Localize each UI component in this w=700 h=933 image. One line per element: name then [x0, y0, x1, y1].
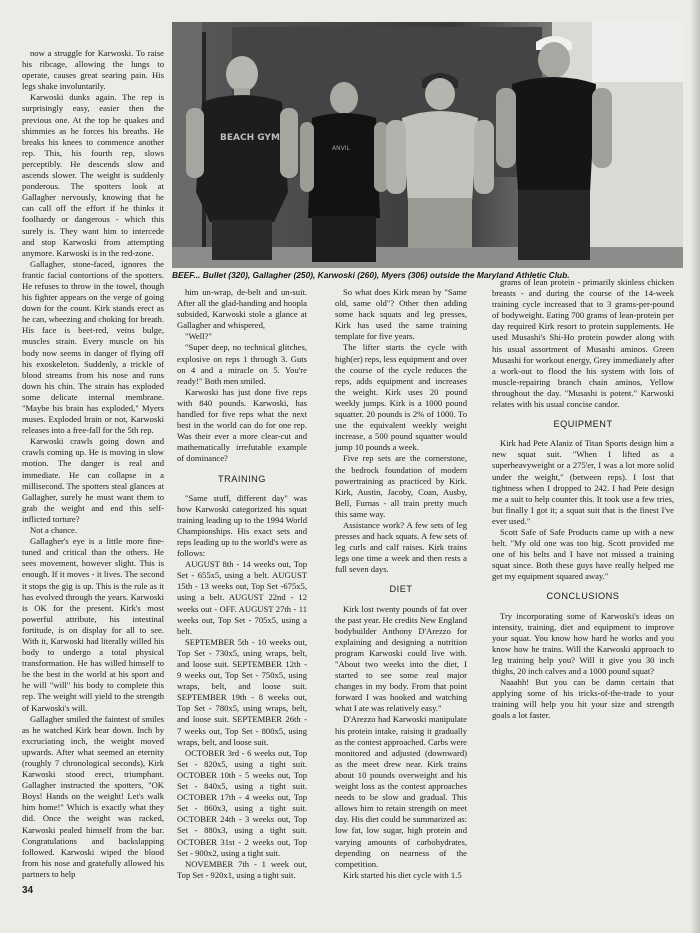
article-paragraph: D'Arezzo had Karwoski manipulate his protein intake, raising it gradually as the contest approached. Carbs were monitored and adjusted (downward) as the meet drew near. Kirk trains about 10 pounds overweight and his weight loss as the contest approaches needs to be slow and gradual. This allows him to retain strength on meet day. His diet could be summarized as: low fat, low sugar, high protein and varying amounts of carbohydrates, depending on nearness of the competition. — [335, 714, 467, 869]
article-paragraph: grams of lean protein - primarily skinless chicken breasts - and during the course of the 14-week training cycle increased that to 3 grams-per-pound of bodyweight. Eating 700 grams of lean-protein per day required Kirk resort to protein supplements. He used Musashi's Shi-Ho protein powder along with his usual assortment of Musashi aminos. Green Musashi for workout energy, Grey immediately after a work-out to flood the his system with lots of muscle-repairing branch chain aminos, Yellow throughout the day. "Musashi is potent." Karwoski relates with his usual concise candor. — [492, 277, 674, 410]
article-paragraph: Kirk started his diet cycle with 1.5 — [343, 869, 462, 880]
article-paragraph: Gallagher smiled the faintest of smiles as he watched Kirk bear down. Inch by excruciating inch, the weight moved upwards. After what seemed an eternity (roughly 7 chronological seconds), Kirk Karwoski stood erect, triumphant. Gallagher instructed the spotters, "OK Boys! Hands on the weight! Let's walk him home!" Which is exactly what they did. Once the weight was racked, Karwoski pealed himself from the bar. Congratulations and backslapping followed. Karwoski wiped the blood from his nose and gratefully allowed his partners to help — [22, 713, 164, 879]
article-paragraph: Gallagher, stone-faced, ignores the frantic facial contortions of the spotters. He refuses to throw in the towel, though his fighter appears on the verge of going down for the count. Kirk stands erect as he can, wheezing and choking for breath. His face is beet-red, veins bulge, muscles strain. Every muscle on his body now seems in danger of flying off his exoskeleton. Suddenly, a trickle of blood streams from his nose and runs down his chin. The strain has exploded some delicate internal membrane. "Maybe his brain has exploded," Myers muses. Exploded brain or not, Karwoski releases into a free-fall for the 5th rep. — [22, 258, 164, 436]
article-column-2 — [177, 287, 307, 917]
article-paragraph: Karwoski dunks again. The rep is surprisingly easy, easier then the previous one. At the top he quakes and shimmies as he forces his breaths. He breaks his knees to commence another rep. This, his fourth rep, slows perceptibly. He descends slow and ascends slower. The weight is suddenly ponderous. The spotters look at Gallagher nervously, knowing that he can call off the effort if he thinks it foolhardy or dangerous - which this surely is. They want him to intercede and stop Karwoski from attempting anymore. Karwoski is in the red-zone. — [22, 92, 164, 258]
article-paragraph: Karwoski crawls going down and crawls coming up. He is moving in slow motion. The danger is real and immediate. He can collapse in a millisecond. The spotters steal glances at Gallagher, surely he must want them to grab the weight and end this self-inflicted torture? — [22, 436, 164, 524]
shirt-text-1: BEACH GYM — [220, 133, 280, 143]
photo-caption: BEEF... Bullet (320), Gallagher (250), Karwoski (260), Myers (306) outside the Maryland Athletic Club. — [172, 270, 570, 280]
article-paragraph: "Same stuff, different day" was how Karwoski categorized his squat training leading up to the 1994 World Championships. His exact sets and reps leading up to the world's were as follows: — [177, 492, 307, 559]
section-heading-equipment: EQUIPMENT — [553, 419, 613, 430]
article-paragraph: "Well?" — [185, 331, 212, 342]
article-paragraph: Kirk had Pete Alaniz of Titan Sports design him a new squat suit. "When I lifted as a superheavyweight or a 275'er, I was a lot more solid under the weight," (between reps). I lost that tightness when I dropped to 242. I had Pete design me a suit to help counter this. It took use a few tries, but finally I got it; a squat suit that is the finest I've ever used." — [492, 438, 674, 526]
article-column-1 — [22, 48, 164, 906]
article-paragraph: Five rep sets are the cornerstone, the bedrock foundation of modern powertraining as practiced by Kirk. Kirk, Austin, Jacoby, Coan, Ausby, Bell, Furnas - all train pretty much this same way. — [335, 453, 467, 519]
article-paragraph: now a struggle for Karwoski. To raise his ribcage, allowing the lungs to operate, causes great searing pain. His legs shake involuntarily. — [22, 48, 164, 92]
article-paragraph: AUGUST 8th - 14 weeks out, Top Set - 655x5, using a belt. AUGUST 15th - 13 weeks out, Top Set -675x5, using a belt. AUGUST 22nd - 12 weeks out - OFF. AUGUST 27th - 11 weeks out, Top Set - 705x5, using a belt. — [177, 559, 307, 636]
article-paragraph: Try incorporating some of Karwoski's ideas on intensity, training, diet and equipment to improve your squat. You know how hard he works and you know how he trains. Will the Karwoski approach to leg training help you? Will it give you 30 inch thighs, 20 inch calves and a 1000 pound squat? — [492, 610, 674, 676]
article-paragraph: Naaahh! But you can be damn certain that applying some of his tricks-of-the-trade to your training will help you hit your size and strength goals a lot faster. — [492, 677, 674, 721]
article-paragraph: "Super deep, no technical glitches, explosive on reps 1 through 3. Guts on 4 and a miracle on 5. You're ready!" Both men smiled. — [177, 342, 307, 386]
page-number: 34 — [22, 885, 34, 896]
article-column-3 — [335, 287, 467, 917]
article-paragraph: OCTOBER 3rd - 6 weeks out, Top Set - 820x5, using a tight suit. OCTOBER 10th - 5 weeks out, Top Set - 840x5, using a tight suit. OCTOBER 17th - 4 weeks out, Top Set - 860x3, using a tight suit. OCTOBER 24th - 3 weeks out, Top Set - 880x3, using a tight suit. OCTOBER 31st - 2 weeks out, Top Set - 900x2, using a tight suit. — [177, 747, 307, 858]
article-column-4 — [492, 277, 674, 917]
article-paragraph: Gallagher's eye is a little more fine-tuned and critical than the others. He sees movement, however slight. This is enough. If it moves - it lives. The second it stops the gig is up. This is the rule as it has evolved through the years. Karwoski is OK for the present. Kirk's most powerful attribute, his intestinal fortitude, is on display for all to see. With it, Karwoski had literally willed his body to undergo a total physical transformation. He has willed himself to be the best in the world at his sport and he will "will" his body to complete this rep. The weight will yield to the strength of Karwoski's will. — [22, 536, 164, 713]
article-paragraph: SEPTEMBER 5th - 10 weeks out, Top Set - 730x5, using wraps, belt, and loose suit. SEPTEMBER 12th - 9 weeks out, Top Set - 750x5, using wraps, belt, and loose suit. SEPTEMBER 19th - 8 weeks out, Top Set - 780x5, using wraps, belt, and loose suit. SEPTEMBER 26th - 7 weeks out, Top Set - 800x5, using wraps, belt, and loose suit. — [177, 636, 307, 747]
article-paragraph: him un-wrap, de-belt and un-suit. After all the glad-handing and hoopla subsided, Karwoski stole a glance at Gallagher and whispered, — [177, 287, 307, 331]
article-paragraph: NOVEMBER 7th - 1 week out, Top Set - 920x1, using a tight suit. — [177, 858, 307, 880]
article-paragraph: Not a chance. — [30, 525, 78, 536]
section-heading-training: TRAINING — [218, 473, 266, 484]
article-paragraph: So what does Kirk mean by "Same old, same old"? Other then adding some hack squats and leg presses, Kirk has used the same training template for five years. — [335, 287, 467, 342]
group-photo — [172, 22, 683, 268]
article-paragraph: Assistance work? A few sets of leg presses and hack squats. A few sets of leg curls and calf raises. Kirk trains legs one time a week and then rests a full seven days. — [335, 519, 467, 575]
article-paragraph: The lifter starts the cycle with high(er) reps, less equipment and over the course of the cycle reduces the reps, adds equipment and increases the weight. Kirk uses 20 pound weekly jumps. Kirk is a 1000 pound squatter. 20 pounds is 2% of 1000. To use the equivalent weekly weight increase, a 500 pound squatter would jump 10 pounds a week. — [335, 342, 467, 453]
article-paragraph: Karwoski has just done five reps with 840 pounds. Karwoski, has handled for five reps what the next best in the world can do for one rep. Was their ever a more clear-cut and mathematically irrefutable example of dominance? — [177, 386, 307, 464]
section-heading-diet: DIET — [389, 584, 413, 595]
group-photo-illustration — [172, 22, 683, 268]
article-paragraph: Kirk lost twenty pounds of fat over the past year. He credits New England bodybuilder Anthony D'Arezzo for explaining and designing a nutrition program Karwoski could live with. "About two weeks into the diet, I started to see some real major changes in my body. From that point forward I was hooked and watching what I ate was relatively easy." — [335, 603, 467, 714]
shirt-text-2: ANVIL — [332, 145, 350, 152]
article-paragraph: Scott Safe of Safe Products came up with a new belt. "My old one was too big. Scott provided me one of his belts and I have not missed a training squat since. Both these guys have really helped me get my equipment squared away." — [492, 526, 674, 582]
section-heading-conclusions: CONCLUSIONS — [546, 591, 620, 602]
